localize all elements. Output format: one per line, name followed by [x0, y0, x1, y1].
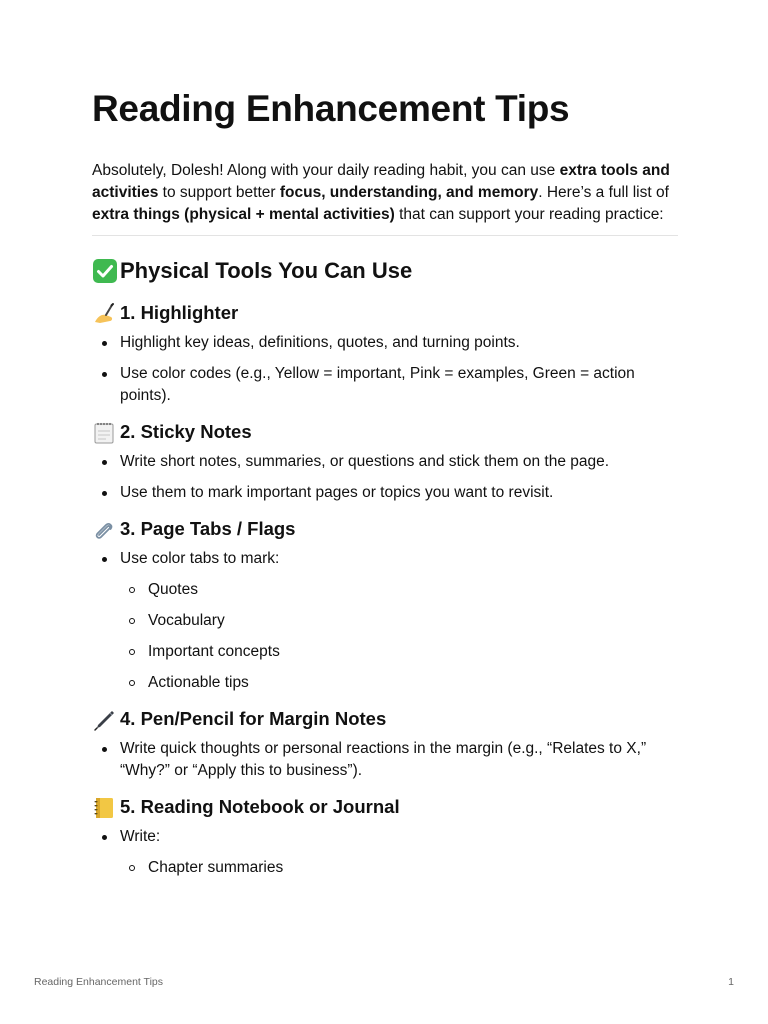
footer-page-number: 1	[728, 976, 734, 988]
intro-paragraph	[92, 160, 678, 226]
tool-heading-page-tabs	[92, 516, 678, 542]
list-item	[92, 548, 678, 694]
tool-2-bullets	[92, 451, 678, 504]
tool-heading-text: 5. Reading Notebook or Journal	[120, 796, 400, 817]
section-heading-text: Physical Tools You Can Use	[120, 258, 413, 283]
pen-icon	[92, 708, 118, 730]
sub-list	[120, 579, 678, 694]
intro-text-4: that can support your reading practice:	[394, 206, 664, 223]
sub-list-item: Important concepts	[120, 641, 678, 663]
sub-list-item: Chapter summaries	[120, 857, 678, 879]
intro-text-1: Absolutely, Dolesh! Along with your daily reading habit, you can use	[92, 162, 560, 179]
tool-heading-text: 3. Page Tabs / Flags	[120, 518, 296, 539]
spiral-notepad-icon	[92, 421, 118, 443]
tool-heading-text: 2. Sticky Notes	[120, 421, 252, 442]
section-divider	[92, 235, 678, 236]
list-item: Write short notes, summaries, or questions and stick them on the page.	[92, 451, 678, 473]
tool-heading-notebook	[92, 794, 678, 820]
intro-bold-1: extra tools and activities	[92, 162, 670, 201]
tool-3-bullets	[92, 548, 678, 694]
intro-text-2: to support better	[158, 184, 280, 201]
sub-list-item: Quotes	[120, 579, 678, 601]
tool-heading-sticky-notes	[92, 419, 678, 445]
list-item: Highlight key ideas, definitions, quotes, and turning points.	[92, 332, 678, 354]
intro-bold-3: extra things (physical + mental activities)	[92, 206, 395, 223]
writing-hand-icon	[92, 302, 118, 324]
document-page	[92, 86, 678, 888]
tool-heading-text: 4. Pen/Pencil for Margin Notes	[120, 708, 387, 729]
notebook-icon	[92, 796, 118, 818]
section-heading	[92, 256, 678, 286]
intro-bold-2: focus, understanding, and memory	[279, 184, 539, 201]
sub-list	[120, 857, 678, 879]
check-mark-icon	[92, 260, 118, 282]
tool-5-bullets	[92, 826, 678, 879]
list-item: Use color codes (e.g., Yellow = important, Pink = examples, Green = action points).	[92, 363, 678, 407]
intro-text-3: . Here’s a full list of	[538, 184, 669, 201]
sub-list-item: Actionable tips	[120, 672, 678, 694]
sub-list-item: Vocabulary	[120, 610, 678, 632]
list-item	[92, 826, 678, 879]
page-title: Reading Enhancement Tips	[92, 88, 570, 129]
tool-heading-highlighter	[92, 300, 678, 326]
footer-document-title: Reading Enhancement Tips	[34, 976, 163, 988]
tool-1-bullets	[92, 332, 678, 407]
paperclip-icon	[92, 518, 118, 540]
tool-heading-pen-pencil	[92, 706, 678, 732]
list-item-text: Use color tabs to mark:	[120, 550, 280, 567]
tool-heading-text: 1. Highlighter	[120, 302, 239, 323]
list-item-text: Write:	[120, 828, 161, 845]
tool-4-bullets	[92, 738, 678, 782]
list-item: Write quick thoughts or personal reactions in the margin (e.g., “Relates to X,” “Why?” or “Apply this to business”).	[92, 738, 678, 782]
list-item: Use them to mark important pages or topics you want to revisit.	[92, 482, 678, 504]
